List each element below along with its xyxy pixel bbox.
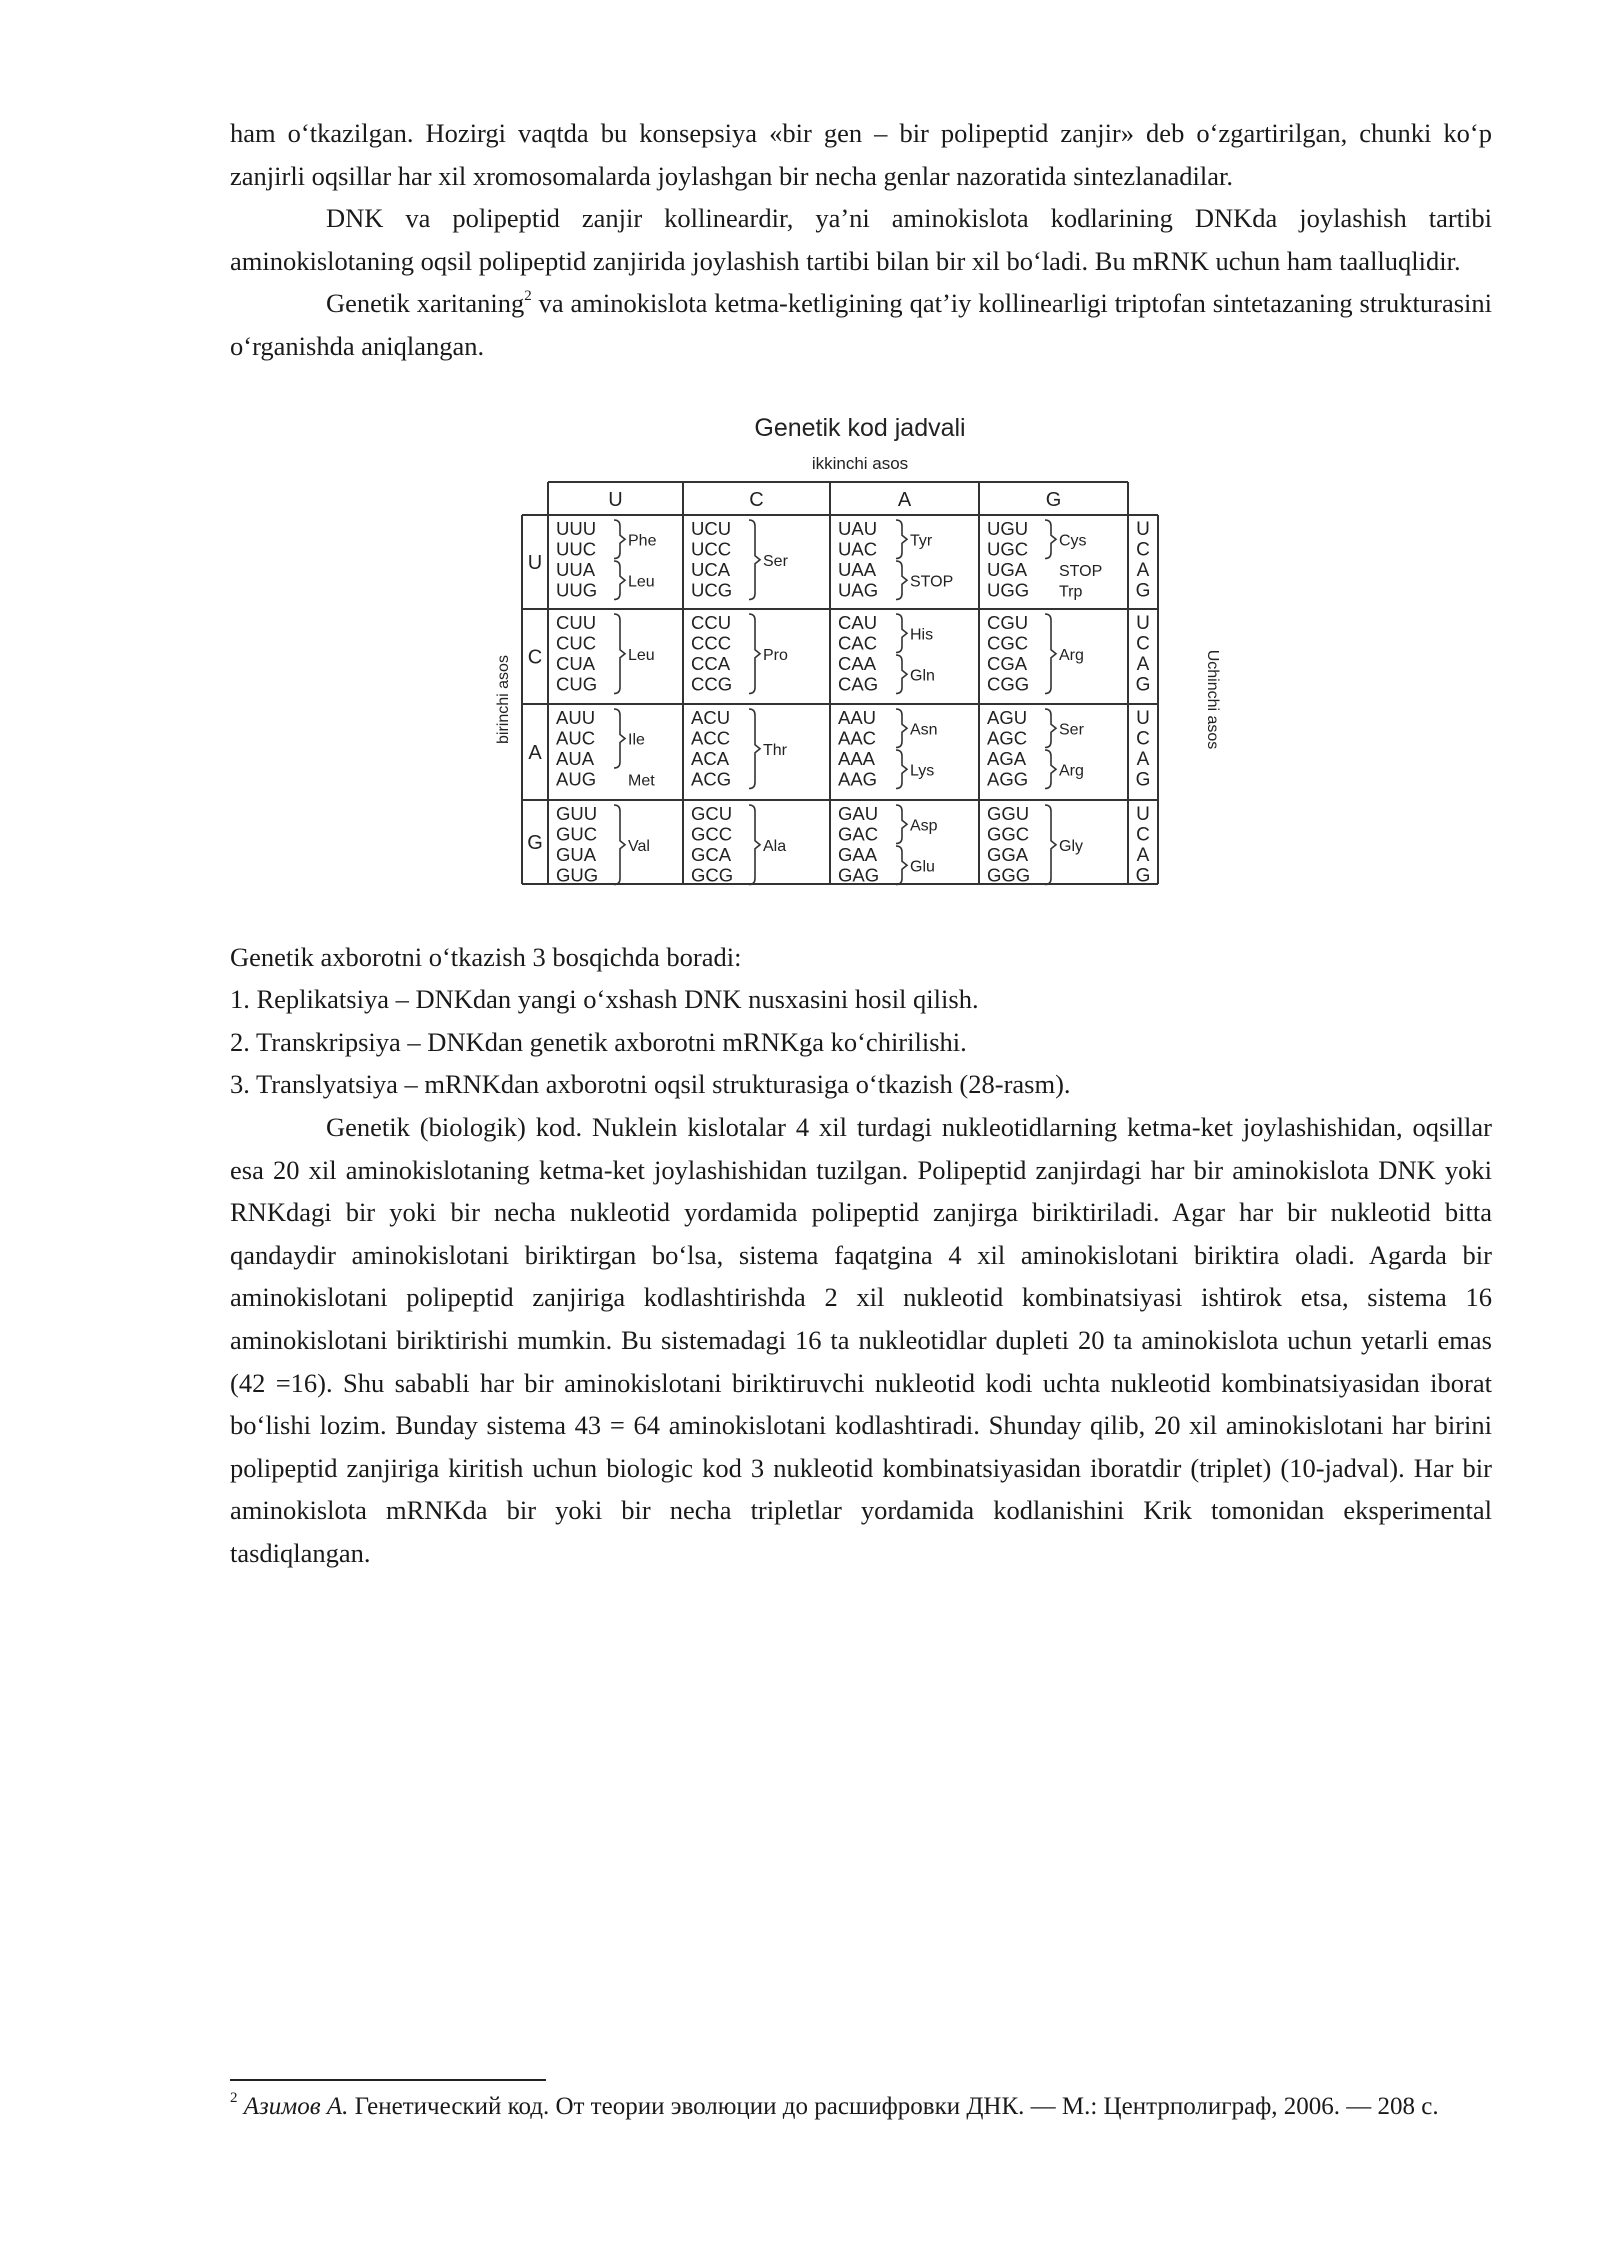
- third-base-C: C: [1136, 539, 1150, 561]
- codon-CUA: CUA: [556, 652, 596, 674]
- codon-AAU: AAU: [838, 706, 877, 728]
- codon-ACG: ACG: [691, 768, 732, 790]
- codon-UUU: UUU: [556, 517, 597, 539]
- brace: [749, 709, 760, 789]
- amino-acid-Lys: Lys: [910, 761, 935, 779]
- amino-acid-Tyr: Tyr: [910, 531, 933, 549]
- codon-GUG: GUG: [556, 864, 599, 886]
- codon-UAG: UAG: [838, 579, 879, 601]
- amino-acid-Asp: Asp: [910, 816, 938, 834]
- footnote-author: Азимов А.: [243, 2093, 349, 2120]
- third-base-A: A: [1136, 653, 1150, 675]
- second-base-G: G: [1045, 488, 1062, 511]
- brace: [1045, 709, 1056, 748]
- amino-acid-Ala: Ala: [763, 837, 787, 855]
- codon-CAG: CAG: [838, 673, 879, 695]
- amino-acid-Thr: Thr: [763, 741, 787, 759]
- footnote-text: Генетический код. От теории эволюции до расшифровки ДНК. — М.: Центрполиграф, 2006. — 208 с.: [348, 2093, 1439, 2120]
- first-base-A: A: [528, 741, 542, 764]
- codon-UUA: UUA: [556, 558, 596, 580]
- codon-CUG: CUG: [556, 673, 598, 695]
- codon-UGA: UGA: [987, 558, 1028, 580]
- codon-CGA: CGA: [987, 652, 1028, 674]
- amino-acid-Leu: Leu: [628, 572, 655, 590]
- codon-UUC: UUC: [556, 538, 597, 560]
- codon-GGC: GGC: [987, 823, 1030, 845]
- codon-CAU: CAU: [838, 611, 878, 633]
- third-base-A: A: [1136, 559, 1150, 581]
- codon-AUU: AUU: [556, 706, 596, 728]
- amino-acid-Gln: Gln: [910, 666, 935, 684]
- codon-CGC: CGC: [987, 632, 1029, 654]
- codon-GCU: GCU: [691, 802, 733, 824]
- amino-acid-Glu: Glu: [910, 857, 935, 875]
- codon-UGC: UGC: [987, 538, 1029, 560]
- first-base-label: birinchi asos: [495, 654, 512, 744]
- codon-CGG: CGG: [987, 673, 1030, 695]
- amino-acid-Trp: Trp: [1059, 583, 1083, 601]
- codon-GAC: GAC: [838, 823, 879, 845]
- brace: [896, 846, 907, 885]
- codon-AGG: AGG: [987, 768, 1029, 790]
- amino-acid-Ser: Ser: [1059, 720, 1084, 738]
- brace: [1045, 520, 1056, 559]
- codon-table: [490, 414, 1230, 934]
- codon-UAU: UAU: [838, 517, 878, 539]
- brace: [749, 805, 760, 885]
- codon-AGA: AGA: [987, 747, 1027, 769]
- codon-UGU: UGU: [987, 517, 1029, 539]
- codon-GGA: GGA: [987, 843, 1029, 865]
- brace: [614, 709, 625, 768]
- third-base-G: G: [1135, 865, 1151, 887]
- codon-AUA: AUA: [556, 747, 595, 769]
- paragraph-2: DNK va polipeptid zanjir kollineardir, ya’ni aminokislota kodlarining DNKda joylashish tartibi aminokislotaning oqsil polipeptid zanjirida joylashish tartibi bilan bir xil bo‘ladi. Bu mRNK uchun ham taalluqlidir.: [230, 203, 1492, 276]
- second-base-A: A: [897, 488, 912, 511]
- amino-acid-Gly: Gly: [1059, 837, 1083, 855]
- third-base-label: Uchinchi asos: [1204, 649, 1221, 749]
- amino-acid-STOP: STOP: [910, 572, 954, 590]
- intro-line: Genetik axborotni o‘tkazish 3 bosqichda boradi:: [230, 941, 742, 972]
- codon-AAA: AAA: [838, 747, 876, 769]
- codon-AGU: AGU: [987, 706, 1028, 728]
- codon-UAA: UAA: [838, 558, 877, 580]
- codon-CCC: CCC: [691, 632, 732, 654]
- codon-UUG: UUG: [556, 579, 598, 601]
- codon-CCA: CCA: [691, 652, 731, 674]
- third-base-U: U: [1136, 803, 1150, 825]
- third-base-U: U: [1136, 612, 1150, 634]
- codon-GAG: GAG: [838, 864, 880, 886]
- codon-GGG: GGG: [987, 864, 1031, 886]
- first-base-U: U: [527, 551, 543, 574]
- footnote-marker: 2: [230, 2090, 238, 2106]
- codon-GGU: GGU: [987, 802, 1030, 824]
- second-base-C: C: [749, 488, 764, 511]
- codon-CUU: CUU: [556, 611, 597, 633]
- paragraph-3: [230, 282, 1492, 367]
- codon-GCG: GCG: [691, 864, 734, 886]
- codon-CAC: CAC: [838, 632, 878, 654]
- codon-GCC: GCC: [691, 823, 733, 845]
- first-base-C: C: [527, 646, 543, 669]
- codon-GUA: GUA: [556, 843, 597, 865]
- paragraph-1: ham o‘tkazilgan. Hozirgi vaqtda bu konsepsiya «bir gen – bir polipeptid zanjir» deb o‘zgartirilgan, chunki ko‘p zanjirli oqsillar har xil xromosomalarda joylashgan bir necha genlar nazoratida sintezlanadilar.: [230, 118, 1492, 191]
- codon-AUG: AUG: [556, 768, 597, 790]
- codon-ACU: ACU: [691, 706, 731, 728]
- step-replication: 1. Replikatsiya – DNKdan yangi o‘xshash DNK nusxasini hosil qilish.: [230, 984, 979, 1015]
- third-base-A: A: [1136, 844, 1150, 866]
- brace: [614, 520, 625, 559]
- paragraph-3-start: Genetik xaritaning: [326, 288, 525, 319]
- brace: [896, 805, 907, 844]
- brace: [614, 561, 625, 600]
- paragraph-genetic-code: Genetik (biologik) kod. Nuklein kislotalar 4 xil turdagi nukleotidlarning ketma-ket joylashishidan, oqsillar esa 20 xil aminokislotaning ketma-ket joylashishidan tuzilgan. Polipeptid zanjirdagi har bir aminokislota DNK yoki RNKdagi bir yoki bir necha nukleotid yordamida polipeptid zanjirga biriktiriladi. Agar har bir nukleotid bitta qandaydir aminokislotani biriktirgan bo‘lsa, sistema faqatgina 4 xil aminokislotani biriktira oladi. Agarda bir aminokislotani polipeptid zanjiriga kodlashtirishda 2 xil nukleotid kombinatsiyasi ishtirok etsa, sistema 16 aminokislotani biriktirishi mumkin. Bu sistemadagi 16 ta nukleotidlar dupleti 20 ta aminokislota uchun yetarli emas (42 =16). Shu sababli har bir aminokislotani biriktiruvchi nukleotid kodi uchta nukleotid kombinatsiyasidan iborat bo‘lishi lozim. Bunday sistema 43 = 64 aminokislotani kodlashtiradi. Shunday qilib, 20 xil aminokislotani har birini polipeptid zanjiriga kiritish uchun biologic kod 3 nukleotid kombinatsiyasidan iboratdir (triplet) (10-jadval). Har bir aminokislota mRNKda bir yoki bir necha tripletlar yordamida kodlanishini Krik tomonidan eksperimental tasdiqlangan.: [230, 1111, 1492, 1568]
- brace: [896, 561, 907, 600]
- amino-acid-STOP: STOP: [1059, 562, 1103, 580]
- brace: [1045, 805, 1056, 885]
- codon-GAU: GAU: [838, 802, 879, 824]
- codon-AAG: AAG: [838, 768, 878, 790]
- third-base-C: C: [1136, 824, 1150, 846]
- codon-UCA: UCA: [691, 558, 731, 580]
- codon-CUC: CUC: [556, 632, 597, 654]
- amino-acid-Phe: Phe: [628, 531, 657, 549]
- brace: [896, 655, 907, 694]
- amino-acid-Pro: Pro: [763, 646, 788, 664]
- brace: [896, 520, 907, 559]
- third-base-U: U: [1136, 707, 1150, 729]
- codon-GUU: GUU: [556, 802, 598, 824]
- footnote: [230, 2088, 1492, 2126]
- brace: [749, 520, 760, 600]
- first-base-G: G: [527, 831, 543, 854]
- codon-UCG: UCG: [691, 579, 733, 601]
- brace: [896, 709, 907, 748]
- third-base-A: A: [1136, 748, 1150, 770]
- amino-acid-Leu: Leu: [628, 646, 655, 664]
- codon-UCU: UCU: [691, 517, 732, 539]
- brace: [1045, 750, 1056, 789]
- third-base-C: C: [1136, 728, 1150, 750]
- page-body: [230, 112, 1492, 1574]
- amino-acid-Val: Val: [628, 837, 650, 855]
- brace: [614, 614, 625, 694]
- step-transcription: 2. Transkripsiya – DNKdan genetik axborotni mRNKga ko‘chirilishi.: [230, 1026, 967, 1057]
- codon-UCC: UCC: [691, 538, 732, 560]
- footnote-separator: [230, 2079, 546, 2081]
- second-base-U: U: [608, 488, 623, 511]
- codon-CCU: CCU: [691, 611, 732, 633]
- third-base-G: G: [1135, 674, 1151, 696]
- paragraph-3-end: va aminokislota ketma-ketligining qat’iy kollinearligi triptofan sintetazaning strukturasini o‘rganishda aniqlangan.: [230, 288, 1492, 361]
- third-base-G: G: [1135, 580, 1151, 602]
- brace: [896, 750, 907, 789]
- amino-acid-Cys: Cys: [1059, 531, 1087, 549]
- amino-acid-Ser: Ser: [763, 552, 788, 570]
- third-base-G: G: [1135, 769, 1151, 791]
- codon-UAC: UAC: [838, 538, 878, 560]
- amino-acid-Arg: Arg: [1059, 761, 1084, 779]
- codon-GUC: GUC: [556, 823, 598, 845]
- codon-AAC: AAC: [838, 727, 877, 749]
- codon-ACA: ACA: [691, 747, 730, 769]
- amino-acid-Met: Met: [628, 772, 655, 790]
- codon-AGC: AGC: [987, 727, 1028, 749]
- codon-GCA: GCA: [691, 843, 732, 865]
- codon-UGG: UGG: [987, 579, 1030, 601]
- brace: [614, 805, 625, 885]
- second-base-label: ikkinchi asos: [811, 453, 909, 473]
- genetic-code-figure: [490, 414, 1230, 934]
- codon-CCG: CCG: [691, 673, 733, 695]
- figure-title: Genetik kod jadvali: [754, 413, 966, 442]
- footnote-ref[interactable]: 2: [524, 288, 532, 305]
- amino-acid-Asn: Asn: [910, 720, 938, 738]
- brace: [896, 614, 907, 653]
- codon-ACC: ACC: [691, 727, 731, 749]
- step-translation: 3. Translyatsiya – mRNKdan axborotni oqsil strukturasiga o‘tkazish (28-rasm).: [230, 1069, 1071, 1100]
- third-base-C: C: [1136, 633, 1150, 655]
- amino-acid-Ile: Ile: [628, 731, 645, 749]
- codon-GAA: GAA: [838, 843, 878, 865]
- brace: [749, 614, 760, 694]
- brace: [1045, 614, 1056, 694]
- third-base-U: U: [1136, 518, 1150, 540]
- amino-acid-Arg: Arg: [1059, 646, 1084, 664]
- codon-CGU: CGU: [987, 611, 1029, 633]
- amino-acid-His: His: [910, 625, 934, 643]
- codon-AUC: AUC: [556, 727, 596, 749]
- codon-CAA: CAA: [838, 652, 877, 674]
